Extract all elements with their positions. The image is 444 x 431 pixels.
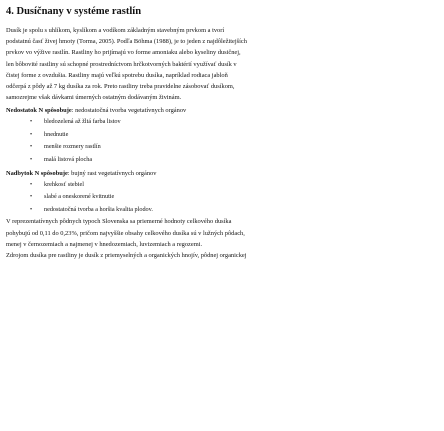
intro-line: odčerpá z pôdy až 7 kg dusíka za rok. Preto rastliny treba pravidelne zásobovať dusíkom,	[6, 83, 235, 91]
intro-line: čistej forme z ovzdušia. Rastliny majú veľkú spotrebu dusíka, napríklad rodiaca jabloň	[6, 71, 228, 79]
intro-paragraph	[6, 25, 438, 103]
bullet-icon: •	[30, 206, 33, 213]
bullet-icon: •	[30, 182, 33, 189]
soil-line: pohybujú od 0,11 do 0,23%, pričom najvyššie obsahy celkového dusíka sú v lužných pôdach,	[6, 229, 245, 237]
intro-line: prvkov vo výžive rastlín. Rastliny ho prijímajú vo forme amoniaku alebo kyseliny dusičnej,	[6, 49, 241, 57]
intro-line: len bôbovité rastliny sú schopné prostredníctvom hrčkotvorných baktérií využívať dusík v	[6, 60, 237, 68]
intro-line: Dusík je spolu s uhlíkom, kyslíkom a vodíkom základným stavebným prvkom a tvorí	[6, 27, 225, 34]
excess-description: : bujný rast vegetatívnych orgánov	[67, 170, 157, 178]
soil-line: menej v černozemiach a najmenej v hnedozemiach, luvizemiach a regozemi.	[6, 241, 203, 249]
bullet-icon: •	[30, 156, 33, 163]
list-item: • slabé a oneskorené kvitnutie	[30, 191, 438, 203]
intro-line: podstatnú časť živej hmoty (Torma, 2005). Podľa Böhma (1988), je to jeden z najdôležitejších	[6, 38, 247, 46]
section-heading: 4. Dusíčnany v systéme rastlín	[6, 6, 142, 17]
soil-paragraph	[6, 216, 438, 250]
deficit-heading	[6, 105, 438, 116]
excess-label: Nadbytok N spôsobuje	[6, 170, 68, 178]
deficit-list	[6, 116, 438, 166]
bullet-icon: •	[30, 131, 33, 138]
list-item: • krehkosť stebiel	[30, 179, 438, 191]
list-item: • menšie rozmery rastlín	[30, 141, 438, 153]
deficit-description: : nedostatočná tvorba vegetatívnych orgánov	[71, 107, 187, 115]
soil-line: V reprezentatívnych pôdnych typoch Slovenska sa priemerné hodnoty celkového dusíka	[6, 218, 232, 226]
list-item: • bledozelená až žltá farba listov	[30, 116, 438, 128]
excess-list	[6, 179, 438, 216]
deficit-label: Nedostatok N spôsobuje	[6, 107, 72, 115]
intro-line: samozrejme však dávkami úmerných ostatným dodávaným živinám.	[6, 94, 182, 102]
sources-line: Zdrojom dusíka pre rastliny je dusík z priemyselných a organických hnojív, pôdnej organickej	[6, 252, 247, 260]
list-item: • hnednutie	[30, 129, 438, 141]
list-item: • nedostatočná tvorba a horšia kvalita plodov.	[30, 204, 438, 216]
excess-heading	[6, 168, 438, 179]
list-item: • malá listová plocha	[30, 154, 438, 166]
bullet-icon: •	[30, 119, 33, 126]
bullet-icon: •	[30, 194, 33, 201]
bullet-icon: •	[30, 144, 33, 151]
